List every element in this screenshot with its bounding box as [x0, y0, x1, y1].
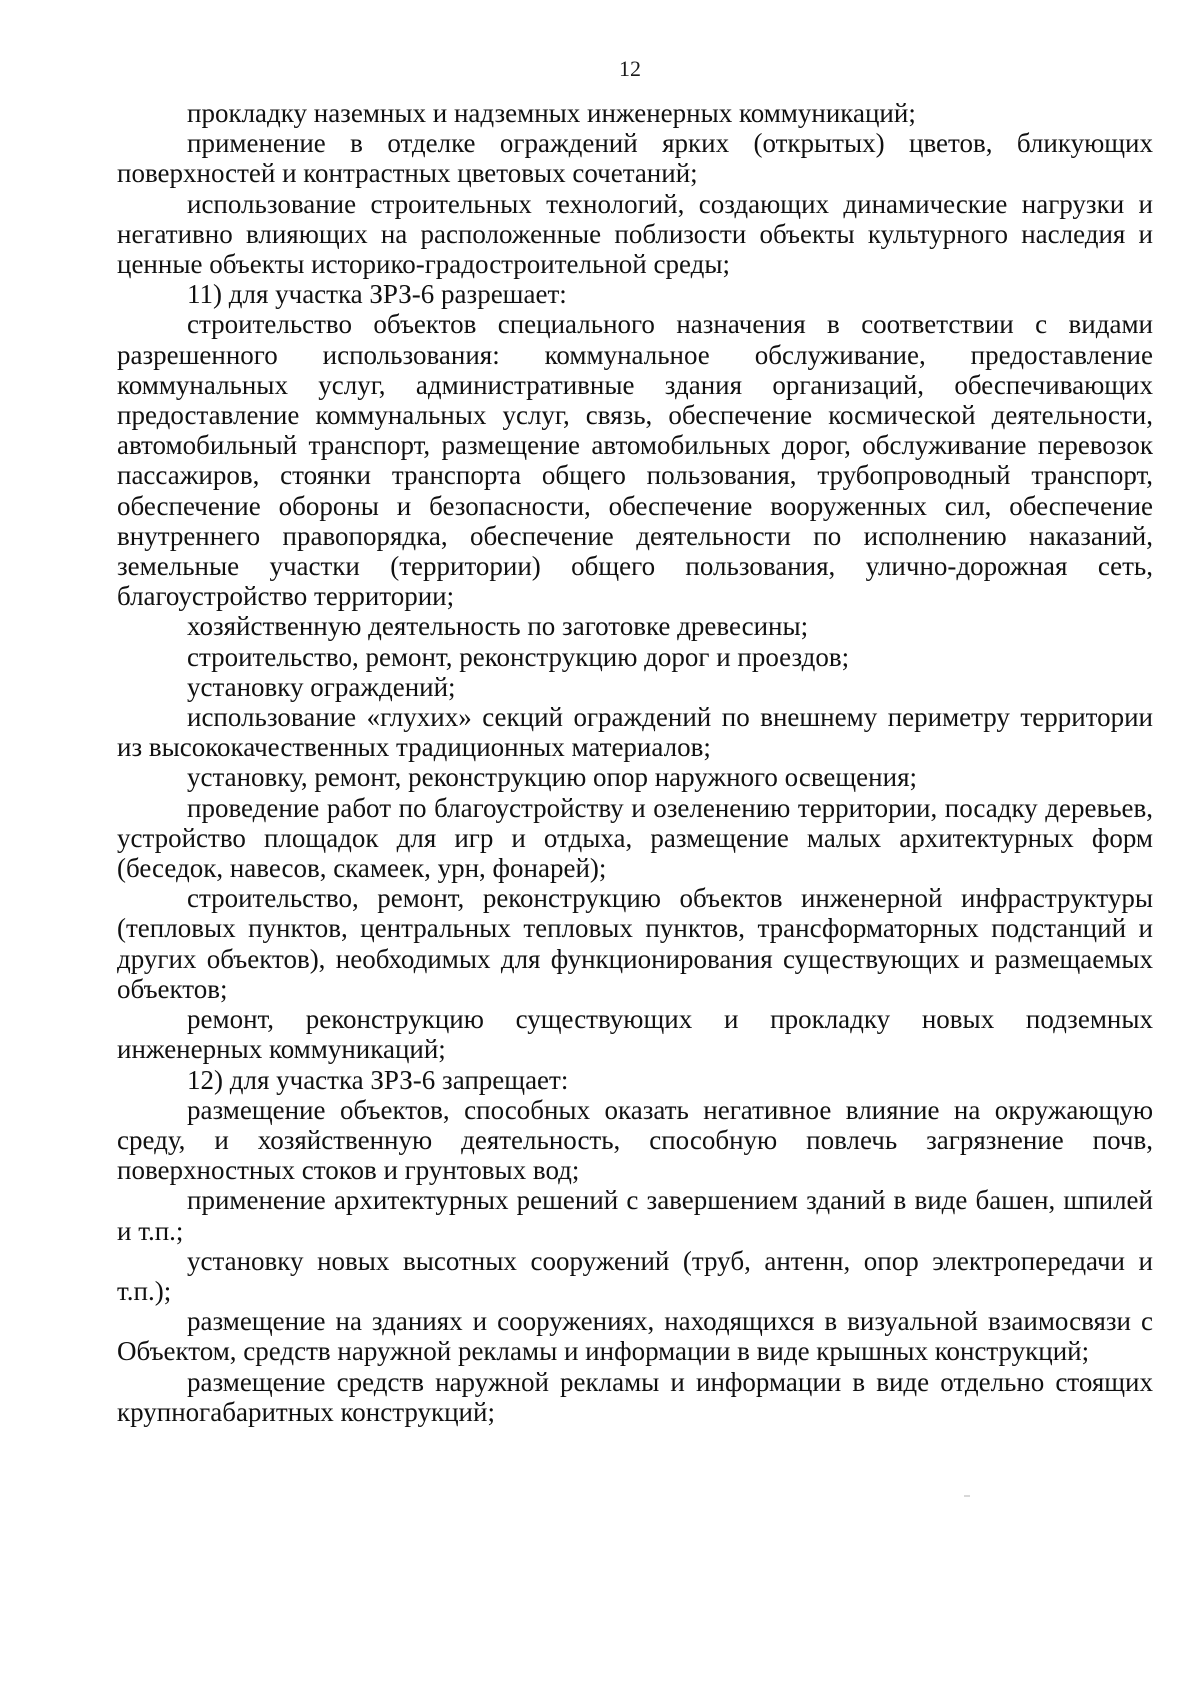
page-number: 12 — [619, 56, 641, 81]
paragraph: использование «глухих» секций ограждений по внешнему периметру территории из высококачественных традиционных материалов; — [117, 702, 1153, 763]
paragraph: установку ограждений; — [187, 671, 456, 702]
paragraph: хозяйственную деятельность по заготовке древесины; — [187, 611, 809, 642]
section-heading: 11) для участка ЗРЗ-6 разрешает: — [187, 279, 567, 310]
paragraph: прокладку наземных и надземных инженерных коммуникаций; — [187, 98, 916, 128]
paragraph: применение в отделке ограждений ярких (открытых) цветов, бликующих поверхностей и контрастных цветовых сочетаний; — [117, 128, 1153, 189]
document-body — [117, 98, 1153, 1427]
paragraph: размещение объектов, способных оказать негативное влияние на окружающую среду, и хозяйственную деятельность, способную повлечь загрязнение почв, поверхностных стоков и грунтовых вод; — [117, 1094, 1153, 1186]
paragraph: проведение работ по благоустройству и озеленению территории, посадку деревьев, устройство площадок для игр и отдыха, размещение малых архитектурных форм (беседок, навесов, скамеек, урн, фонарей); — [117, 792, 1153, 884]
paragraph: применение архитектурных решений с завершением зданий в виде башен, шпилей и т.п.; — [117, 1185, 1153, 1246]
paragraph: установку новых высотных сооружений (труб, антенн, опор электропередачи и т.п.); — [117, 1245, 1153, 1306]
paragraph: ремонт, реконструкцию существующих и прокладку новых подземных инженерных коммуникаций; — [117, 1004, 1153, 1065]
paragraph: строительство, ремонт, реконструкцию объектов инженерной инфраструктуры (тепловых пунктов, центральных тепловых пунктов, трансформаторных подстанций и других объектов), необходимых для функционирования существующих и размещаемых объектов; — [117, 883, 1153, 1004]
paragraph: использование строительных технологий, создающих динамические нагрузки и негативно влияющих на расположенные поблизости объекты культурного наследия и ценные объекты историко-градостроительной среды; — [117, 188, 1153, 280]
paragraph: размещение средств наружной рекламы и информации в виде отдельно стоящих крупногабаритных конструкций; — [117, 1366, 1153, 1427]
scan-speck — [964, 1495, 970, 1497]
paragraph: размещение на зданиях и сооружениях, находящихся в визуальной взаимосвязи с Объектом, средств наружной рекламы и информации в виде крышных конструкций; — [117, 1306, 1153, 1367]
section-heading: 12) для участка ЗРЗ-6 запрещает: — [187, 1064, 569, 1095]
paragraph: строительство объектов специального назначения в соответствии с видами разрешенного использования: коммунальное обслуживание, предоставление коммунальных услуг, административные здания организаций, обеспечивающих предоставление коммунальных услуг, связь, обеспечение космической деятельности, автомобильный транспорт, размещение автомобильных дорог, обслуживание перевозок пассажиров, стоянки транспорта общего пользования, трубопроводный транспорт, обеспечение обороны и безопасности, обеспечение вооруженных сил, обеспечение внутреннего правопорядка, обеспечение деятельности по исполнению наказаний, земельные участки (территории) общего пользования, улично-дорожная сеть, благоустройство территории; — [117, 309, 1153, 612]
paragraph: строительство, ремонт, реконструкцию дорог и проездов; — [187, 641, 850, 672]
paragraph: установку, ремонт, реконструкцию опор наружного освещения; — [187, 762, 917, 793]
